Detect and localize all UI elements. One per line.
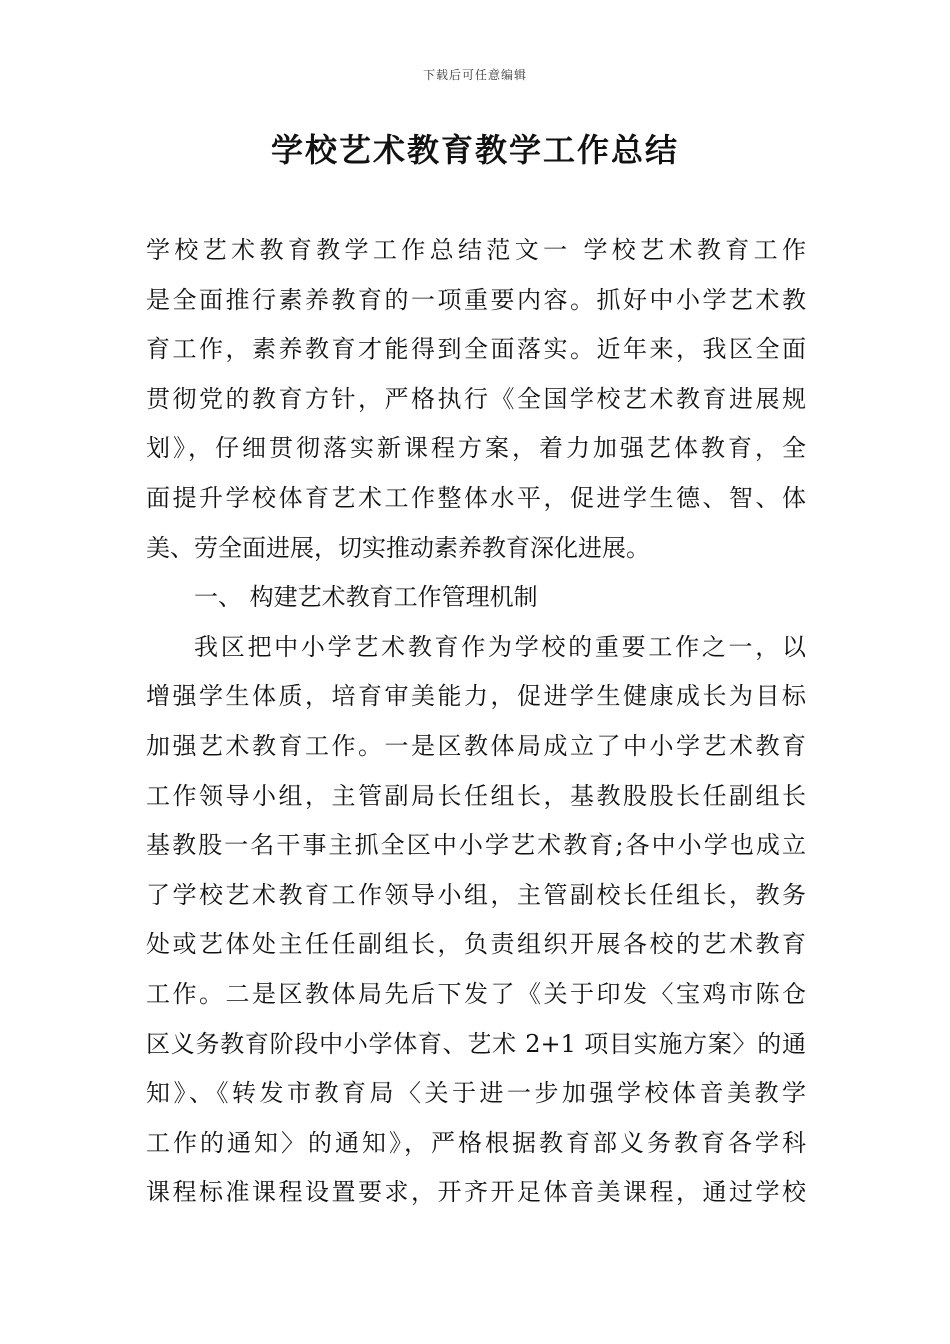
body-line: 知》、《转发市教育局〈关于进一步加强学校体音美教学 [146, 1079, 806, 1108]
body-line: 增强学生体质，培育审美能力，促进学生健康成长为目标 [146, 682, 806, 711]
body-line: 加强艺术教育工作。一是区教体局成立了中小学艺术教育 [146, 731, 806, 760]
document-title: 学校艺术教育教学工作总结 [270, 131, 679, 169]
body-line: 贯彻党的教育方针，严格执行《全国学校艺术教育进展规 [146, 384, 806, 413]
document-body [146, 226, 806, 1218]
body-line: 工作。二是区教体局先后下发了《关于印发〈宝鸡市陈仓 [146, 979, 806, 1008]
body-line: 是全面推行素养教育的一项重要内容。抓好中小学艺术教 [146, 285, 806, 314]
body-line: 育工作，素养教育才能得到全面落实。近年来，我区全面 [146, 335, 806, 364]
body-line: 面提升学校体育艺术工作整体水平，促进学生德、智、体 [146, 483, 806, 512]
body-line: 工作的通知〉的通知》，严格根据教育部义务教育各学科 [146, 1128, 806, 1157]
body-line: 了学校艺术教育工作领导小组，主管副校长任组长，教务 [146, 880, 806, 909]
body-line: 学校艺术教育教学工作总结范文一 学校艺术教育工作 [146, 236, 806, 264]
body-line: 处或艺体处主任任副组长，负责组织开展各校的艺术教育 [146, 930, 806, 959]
body-line: 课程标准课程设置要求，开齐开足体音美课程，通过学校 [146, 1178, 806, 1207]
body-line: 基教股一名干事主抓全区中小学艺术教育;各中小学也成立 [146, 831, 806, 860]
body-line: 美、劳全面进展，切实推动素养教育深化进展。 [146, 533, 650, 562]
body-line: 区义务教育阶段中小学体育、艺术 2+1 项目实施方案〉的通 [146, 1029, 806, 1058]
body-line: 划》，仔细贯彻落实新课程方案，着力加强艺体教育，全 [146, 434, 806, 463]
section-heading: 一、 构建艺术教育工作管理机制 [194, 583, 538, 612]
header-note: 下载后可任意编辑 [422, 68, 527, 82]
body-line: 工作领导小组，主管副局长任组长，基教股股长任副组长 [146, 781, 806, 810]
body-line: 我区把中小学艺术教育作为学校的重要工作之一，以 [194, 632, 806, 661]
